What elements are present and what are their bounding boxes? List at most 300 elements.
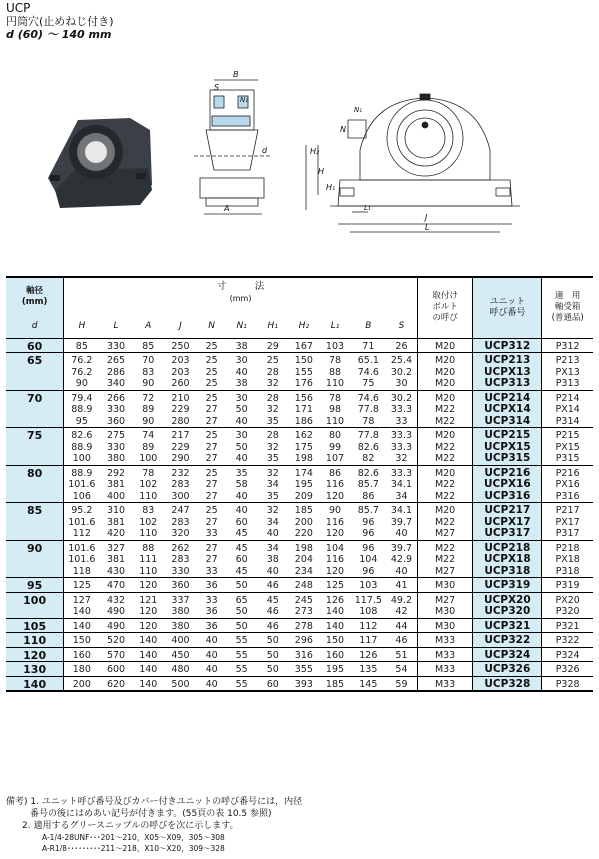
dim-value: 25	[197, 503, 226, 517]
dim-value: 33	[205, 528, 218, 539]
dim-value: 40	[235, 453, 248, 464]
dim-value: 42	[395, 606, 408, 617]
dim-value: 110	[139, 528, 158, 539]
dim-value: 27	[205, 441, 218, 453]
dim-value: 32	[257, 465, 288, 479]
bolt-size: M27	[417, 566, 473, 578]
dim-value: 33	[205, 565, 218, 577]
bolt-size: M22	[417, 404, 473, 416]
dim-value: 229	[171, 441, 190, 453]
dim-value: 33.3	[390, 404, 413, 415]
dims-header	[64, 277, 418, 304]
bore-size: 140	[6, 676, 64, 691]
dim-value: 40	[235, 415, 248, 427]
dim-value: 25	[197, 338, 226, 353]
dim-value: 32	[266, 404, 279, 415]
unit-number: UCPX17	[473, 517, 542, 529]
bore-d-header: d	[6, 316, 64, 338]
dim-value: 210	[164, 390, 197, 404]
dim-value: 620	[99, 676, 132, 691]
dim-value: 30	[226, 428, 257, 442]
dim-value: 140	[133, 647, 164, 662]
bolt-size: M33	[417, 662, 473, 677]
unit-number: UCP317	[473, 528, 542, 540]
dim-value: 220	[294, 528, 313, 539]
bolt-size: M20	[417, 367, 473, 379]
col-header: H₂	[288, 316, 319, 338]
front-view	[306, 94, 520, 232]
dim-value: 185	[288, 503, 319, 517]
dim-value: 88	[133, 540, 164, 554]
dim-value: 60	[257, 676, 288, 691]
label-H1: H₁	[326, 183, 336, 192]
bolt-size: M20	[417, 428, 473, 442]
table-row	[6, 503, 593, 517]
label-H: H	[318, 167, 325, 176]
dim-value: 330	[106, 441, 126, 453]
dim-value: 140	[133, 662, 164, 677]
dim-value: 380	[106, 453, 126, 464]
dim-value: 260	[171, 378, 190, 389]
dim-value: 35	[266, 415, 279, 427]
dim-value: 34.1	[390, 479, 413, 490]
note-1b: 番号の後にはめあい記号が付きます。(55頁の表 10.5 参照)	[30, 809, 272, 819]
table-row	[6, 592, 593, 606]
dim-value: 330	[106, 404, 126, 415]
bearing-number: P216	[542, 465, 593, 479]
dim-value: 40	[266, 565, 279, 577]
bearing-number: P213	[542, 353, 593, 367]
dim-value: 58	[235, 479, 248, 490]
unit-photo	[48, 118, 152, 208]
dim-value: 29	[257, 338, 288, 353]
spec-body	[6, 338, 593, 691]
dim-value: 82.6	[357, 441, 379, 453]
dim-value: 79.4	[64, 390, 100, 404]
dim-value: 400	[164, 633, 197, 648]
table-row	[6, 416, 593, 428]
dim-value: 40	[235, 366, 248, 378]
dim-value: 248	[288, 578, 319, 593]
dim-value: 198	[288, 540, 319, 554]
table-row	[6, 633, 593, 648]
bore-size: 100	[6, 592, 64, 618]
unit-number: UCPX13	[473, 367, 542, 379]
dim-value: 116	[325, 554, 345, 565]
dim-value: 90	[142, 378, 155, 389]
bearing-number: P312	[542, 338, 593, 353]
dim-value: 35	[266, 453, 279, 464]
dim-value: 27	[205, 453, 218, 464]
dim-value: 327	[99, 540, 132, 554]
dim-value: 283	[171, 516, 190, 528]
unit-number: UCP312	[473, 338, 542, 353]
dim-value: 55	[226, 662, 257, 677]
dim-value: 65	[226, 592, 257, 606]
dim-value: 50	[257, 633, 288, 648]
dim-value: 200	[294, 516, 313, 528]
label-A: A	[224, 204, 230, 213]
dim-value: 167	[288, 338, 319, 353]
unit-number: UCP313	[473, 378, 542, 390]
bolt-size: M22	[417, 517, 473, 529]
dim-value: 42.9	[390, 554, 413, 565]
bearing-number: P326	[542, 662, 593, 677]
header	[6, 2, 114, 41]
dim-value: 90	[64, 378, 100, 390]
label-B: B	[233, 70, 239, 79]
bore-size: 90	[6, 540, 64, 578]
bore-size: 130	[6, 662, 64, 677]
dim-value: 203	[171, 366, 190, 378]
unit-number: UCPX15	[473, 442, 542, 454]
dim-value: 355	[288, 662, 319, 677]
dim-value: 90	[319, 503, 350, 517]
dim-value: 74	[133, 428, 164, 442]
dim-value: 209	[294, 490, 313, 502]
bearing-number: P321	[542, 618, 593, 633]
dim-value: 30.2	[386, 390, 417, 404]
bearing-number: P322	[542, 633, 593, 648]
unit-number: UCP319	[473, 578, 542, 593]
note-2b: A-R1/8･････････211～218，X10～X20，309～328	[42, 844, 225, 853]
dim-value: 470	[99, 578, 132, 593]
dim-value: 36	[197, 618, 226, 633]
dim-value: 82.6	[64, 428, 100, 442]
bolt-size: M22	[417, 491, 473, 503]
bearing-number: P328	[542, 676, 593, 691]
dim-value: 380	[164, 618, 197, 633]
bolt-header: 取付け ボルト の呼び	[417, 277, 473, 338]
bearing-number: P320	[542, 606, 593, 618]
table-row	[6, 390, 593, 404]
dim-value: 78	[319, 390, 350, 404]
dim-value: 232	[164, 465, 197, 479]
dim-value: 41	[386, 578, 417, 593]
dim-value: 116	[325, 479, 345, 490]
dim-value: 36	[205, 606, 218, 617]
dim-value: 120	[139, 606, 158, 617]
dim-value: 103	[351, 578, 387, 593]
table-row	[6, 491, 593, 503]
dim-value: 381	[106, 479, 126, 490]
dim-value: 88	[328, 366, 342, 378]
bearing-number: PX20	[542, 592, 593, 606]
size-range: d (60) ～ 140 mm	[6, 28, 112, 41]
dim-value: 70	[133, 353, 164, 367]
dim-value: 265	[99, 353, 132, 367]
bolt-size: M22	[417, 554, 473, 566]
unit-number: UCP217	[473, 503, 542, 517]
dim-value: 82	[362, 453, 375, 464]
dim-value: 25	[197, 353, 226, 367]
dim-value: 108	[359, 606, 378, 617]
dim-value: 46	[266, 606, 279, 617]
bolt-size: M30	[417, 578, 473, 593]
col-header: J	[164, 316, 197, 338]
bearing-number: P215	[542, 428, 593, 442]
bolt-size: M20	[417, 378, 473, 390]
dim-value: 162	[288, 428, 319, 442]
dim-value: 203	[164, 353, 197, 367]
dim-value: 38	[226, 338, 257, 353]
dim-value: 50	[257, 662, 288, 677]
dim-value: 360	[106, 415, 126, 427]
dim-value: 50	[257, 647, 288, 662]
unit-number: UCP314	[473, 416, 542, 428]
dim-value: 40	[226, 503, 257, 517]
dim-value: 176	[294, 378, 313, 389]
dim-value: 102	[139, 479, 158, 490]
dim-value: 34	[266, 516, 279, 528]
label-H2: H₂	[310, 147, 320, 156]
dim-value: 32	[257, 503, 288, 517]
bolt-size: M20	[417, 353, 473, 367]
bearing-number: PX18	[542, 554, 593, 566]
label-N1-side: N₁	[240, 96, 249, 104]
dim-value: 44	[386, 618, 417, 633]
dim-value: 286	[106, 366, 126, 378]
bearing-number: P324	[542, 647, 593, 662]
col-header: N₁	[226, 316, 257, 338]
dim-value: 30	[395, 378, 408, 389]
dim-value: 27	[197, 540, 226, 554]
dim-value: 266	[99, 390, 132, 404]
dim-value: 46	[257, 578, 288, 593]
bore-size: 80	[6, 465, 64, 503]
dim-value: 95	[64, 416, 100, 428]
dim-value: 120	[133, 578, 164, 593]
dim-value: 74.6	[351, 390, 387, 404]
dim-value: 520	[99, 633, 132, 648]
col-header: B	[351, 316, 387, 338]
unit-number: UCPX14	[473, 404, 542, 416]
dim-value: 117	[351, 633, 387, 648]
dim-value: 500	[164, 676, 197, 691]
dim-value: 99	[328, 441, 342, 453]
dim-value: 381	[106, 554, 126, 565]
unit-number: UCP328	[473, 676, 542, 691]
dim-value: 33.3	[386, 465, 417, 479]
dim-value: 490	[99, 618, 132, 633]
dim-value: 25.4	[386, 353, 417, 367]
unit-number: UCP318	[473, 566, 542, 578]
dim-value: 34	[395, 490, 408, 502]
dim-value: 107	[325, 453, 345, 464]
dim-value: 160	[319, 647, 350, 662]
dim-value: 150	[288, 353, 319, 367]
dim-value: 27	[205, 404, 218, 415]
dim-value: 34.1	[386, 503, 417, 517]
bearing-number: P317	[542, 528, 593, 540]
bolt-size: M22	[417, 479, 473, 491]
bearing-number: P316	[542, 491, 593, 503]
bolt-size: M20	[417, 338, 473, 353]
dim-value: 118	[64, 566, 100, 578]
table-row	[6, 378, 593, 390]
dim-value: 88.9	[64, 404, 100, 416]
dim-value: 101.6	[64, 479, 100, 491]
dim-value: 126	[351, 647, 387, 662]
label-L1: L₁	[364, 204, 371, 212]
dim-value: 33	[197, 592, 226, 606]
dim-value: 112	[351, 618, 387, 633]
label-J: J	[425, 213, 428, 222]
dim-value: 83	[133, 503, 164, 517]
dim-value: 310	[99, 503, 132, 517]
dim-value: 150	[319, 633, 350, 648]
drawings	[0, 60, 599, 250]
series-code: UCP	[6, 1, 31, 15]
dim-value: 86	[362, 490, 375, 502]
dim-value: 45	[226, 540, 257, 554]
unit-number: UCP218	[473, 540, 542, 554]
dim-value: 156	[288, 390, 319, 404]
dim-value: 185	[319, 676, 350, 691]
dim-value: 110	[139, 490, 158, 502]
dim-value: 76.2	[64, 353, 100, 367]
dim-value: 30.2	[390, 366, 413, 378]
bolt-size: M27	[417, 528, 473, 540]
dim-value: 283	[171, 554, 190, 565]
dim-value: 171	[294, 404, 313, 415]
dim-value: 198	[294, 453, 313, 464]
dim-value: 96	[351, 540, 387, 554]
dim-value: 100	[139, 453, 158, 464]
bore-header: 軸径 (mm)	[6, 277, 64, 316]
dim-value: 32	[266, 441, 279, 453]
dim-value: 28	[257, 390, 288, 404]
dim-value: 25	[257, 353, 288, 367]
dim-value: 46	[386, 633, 417, 648]
dim-value: 25	[197, 465, 226, 479]
dim-value: 120	[325, 490, 345, 502]
dim-value: 27	[205, 516, 218, 528]
dim-value: 330	[99, 338, 132, 353]
table-row	[6, 479, 593, 491]
dim-value: 80	[319, 428, 350, 442]
dim-value: 65.1	[351, 353, 387, 367]
col-header: S	[386, 316, 417, 338]
dim-value: 150	[64, 633, 100, 648]
unit-number: UCP324	[473, 647, 542, 662]
bolt-size: M33	[417, 647, 473, 662]
dim-value: 35	[266, 490, 279, 502]
unit-number: UCP214	[473, 390, 542, 404]
dim-value: 30	[226, 390, 257, 404]
dim-value: 28	[266, 366, 279, 378]
dim-value: 27	[205, 554, 218, 565]
dim-value: 111	[139, 554, 158, 565]
dim-value: 89	[142, 441, 155, 453]
dim-value: 234	[294, 565, 313, 577]
dim-value: 245	[288, 592, 319, 606]
side-view	[194, 70, 270, 214]
dim-value: 40	[235, 490, 248, 502]
dim-value: 50	[235, 404, 248, 415]
dim-value: 96	[362, 565, 375, 577]
dim-value: 85.7	[357, 479, 379, 490]
bolt-size: M20	[417, 465, 473, 479]
unit-number: UCP216	[473, 465, 542, 479]
dim-value: 27	[205, 490, 218, 502]
dim-value: 247	[164, 503, 197, 517]
dim-value: 127	[64, 592, 100, 606]
dim-value: 300	[171, 490, 190, 502]
dim-value: 296	[288, 633, 319, 648]
bore-size: 65	[6, 353, 64, 391]
bolt-size: M22	[417, 540, 473, 554]
dim-value: 51	[386, 647, 417, 662]
dim-value: 49.2	[386, 592, 417, 606]
dim-value: 180	[64, 662, 100, 677]
dim-value: 77.8	[357, 404, 379, 415]
dim-value: 54	[386, 662, 417, 677]
dim-value: 570	[99, 647, 132, 662]
bore-size: 75	[6, 428, 64, 466]
bearing-number: P218	[542, 540, 593, 554]
dim-value: 103	[319, 338, 350, 353]
dim-value: 34	[257, 540, 288, 554]
dim-value: 160	[64, 647, 100, 662]
dim-value: 186	[294, 415, 313, 427]
dim-value: 140	[64, 618, 100, 633]
dim-value: 78	[133, 465, 164, 479]
dim-value: 195	[319, 662, 350, 677]
dim-value: 76.2	[64, 367, 100, 379]
dim-value: 360	[164, 578, 197, 593]
table-row	[6, 662, 593, 677]
dim-value: 50	[235, 606, 248, 617]
dim-value: 88.9	[64, 465, 100, 479]
dim-value: 102	[139, 516, 158, 528]
dim-value: 95.2	[64, 503, 100, 517]
dim-value: 101.6	[64, 540, 100, 554]
dim-value: 273	[294, 606, 313, 617]
dim-value: 316	[288, 647, 319, 662]
dim-value: 120	[325, 565, 345, 577]
dim-value: 50	[226, 578, 257, 593]
unit-number: UCP320	[473, 606, 542, 618]
bolt-size: M22	[417, 416, 473, 428]
dim-value: 25	[197, 390, 226, 404]
bearing-header: 適 用 軸受箱 (普通品)	[542, 277, 593, 338]
dim-value: 26	[386, 338, 417, 353]
dim-value: 40	[197, 647, 226, 662]
dim-value: 125	[319, 578, 350, 593]
dim-value: 77.8	[351, 428, 387, 442]
dim-value: 78	[362, 415, 375, 427]
dim-value: 39.7	[390, 516, 413, 528]
dim-value: 96	[362, 528, 375, 539]
dim-value: 86	[319, 465, 350, 479]
table-row	[6, 647, 593, 662]
bearing-number: P315	[542, 453, 593, 465]
table-row	[6, 428, 593, 442]
dim-value: 195	[294, 479, 313, 490]
unit-number: UCPX18	[473, 554, 542, 566]
dim-value: 200	[64, 676, 100, 691]
dim-value: 175	[294, 441, 313, 453]
dim-value: 85	[64, 338, 100, 353]
bore-size: 110	[6, 633, 64, 648]
dim-value: 34	[266, 479, 279, 490]
bolt-size: M20	[417, 503, 473, 517]
dim-value: 104	[359, 554, 378, 565]
table-row	[6, 606, 593, 618]
unit-number: UCP213	[473, 353, 542, 367]
dim-value: 88.9	[64, 442, 100, 454]
